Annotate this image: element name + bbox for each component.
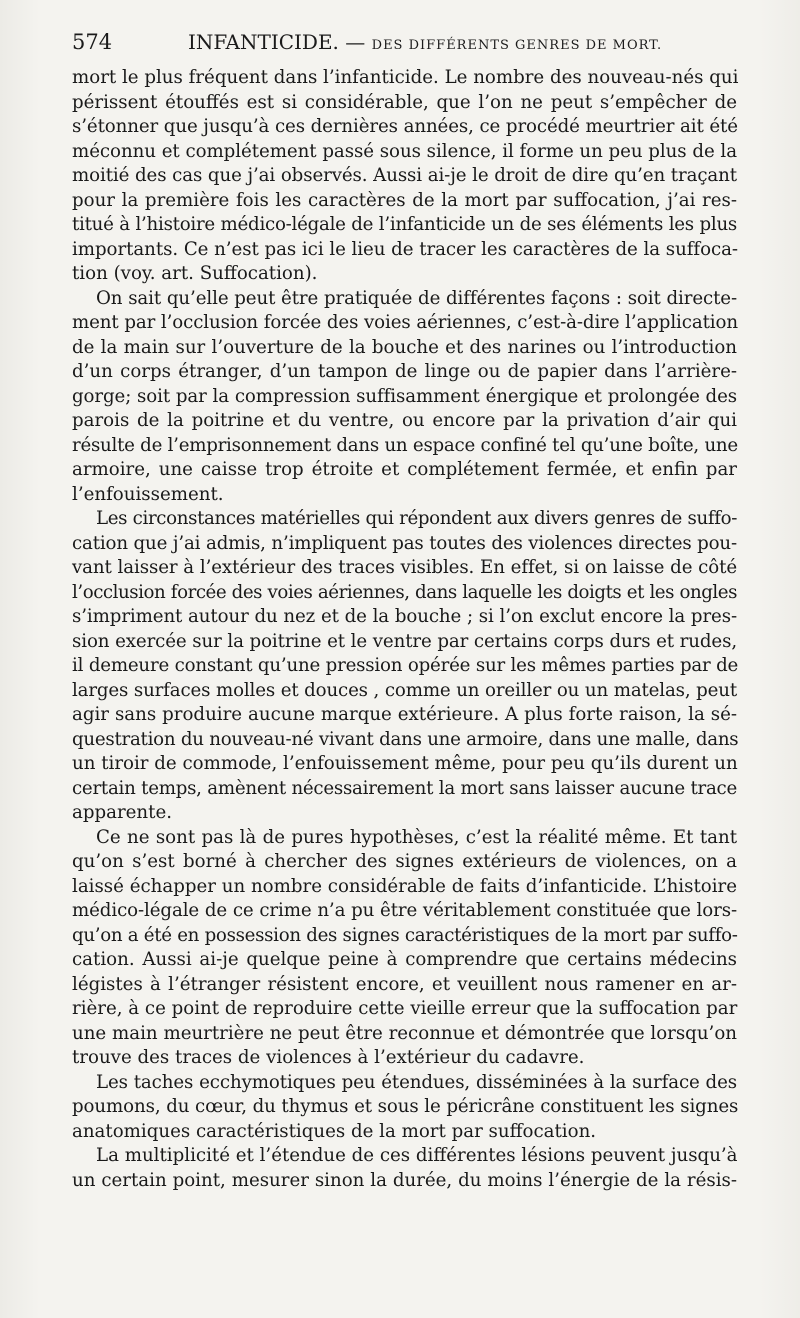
running-head-title: INFANTICIDE. <box>188 30 339 54</box>
text-line: médico-légale de ce crime n’a pu être véritablement constituée que lors- <box>72 900 737 921</box>
text-line: sion exercée sur la poitrine et le ventre par certains corps durs et rudes, <box>72 630 737 652</box>
text-line: anatomiques caractéristiques de la mort par suffocation. <box>72 1120 597 1142</box>
text-line: trouve des traces de violences à l’extérieur du cadavre. <box>72 1047 585 1068</box>
page-header <box>72 28 737 60</box>
text-line: cation que j’ai admis, n’impliquent pas toutes des violences directes pou- <box>72 532 737 554</box>
text-line: apparente. <box>72 802 172 823</box>
text-line: d’un corps étranger, d’un tampon de linge ou de papier dans l’arrière- <box>72 361 737 382</box>
body-text <box>72 66 737 1193</box>
text-line: l’enfouissement. <box>72 483 224 505</box>
text-line: l’occlusion forcée des voies aériennes, dans laquelle les doigts et les ongles <box>72 581 737 603</box>
text-line: laissé échapper un nombre considérable de faits d’infanticide. L’histoire <box>72 875 737 897</box>
text-line: agir sans produire aucune marque extérieure. A plus forte raison, la sé- <box>72 704 737 725</box>
running-head <box>188 30 662 54</box>
text-line: questration du nouveau-né vivant dans une armoire, dans une malle, dans <box>72 728 739 750</box>
text-line: périssent étouffés est si considérable, que l’on ne peut s’empêcher de <box>72 91 737 113</box>
text-line: de la main sur l’ouverture de la bouche et des narines ou l’introduction <box>72 336 737 358</box>
text-line: importants. Ce n’est pas ici le lieu de tracer les caractères de la suffoca- <box>72 238 739 260</box>
text-line: une main meurtrière ne peut être reconnue et démontrée que lorsqu’on <box>72 1022 737 1044</box>
text-line: il demeure constant qu’une pression opérée sur les mêmes parties par de <box>72 655 739 676</box>
text-line: s’étonner que jusqu’à ces dernières années, ce procédé meurtrier ait été <box>72 116 738 137</box>
text-line: un certain point, mesurer sinon la durée, du moins l’énergie de la résis- <box>72 1169 737 1191</box>
text-line: parois de la poitrine et du ventre, ou encore par la privation d’air qui <box>72 410 737 431</box>
text-line: ment par l’occlusion forcée des voies aériennes, c’est-à-dire l’application <box>72 312 738 333</box>
text-line: qu’on s’est borné à chercher des signes extérieurs de violences, on a <box>72 851 737 872</box>
text-line: gorge; soit par la compression suffisamment énergique et prolongée des <box>72 385 737 407</box>
text-line: moitié des cas que j’ai observés. Aussi ai-je le droit de dire qu’en traçant <box>72 165 737 186</box>
running-head-subtitle: DES DIFFÉRENTS GENRES DE MORT. <box>371 38 663 53</box>
text-line: poumons, du cœur, du thymus et sous le péricrâne constituent les signes <box>72 1096 739 1117</box>
text-line: s’impriment autour du nez et de la bouche ; si l’on exclut encore la pres- <box>72 606 737 627</box>
text-line: armoire, une caisse trop étroite et complétement fermée, et enfin par <box>72 459 737 480</box>
text-line: mort le plus fréquent dans l’infanticide. Le nombre des nouveau-nés qui <box>72 67 739 88</box>
text-line: cation. Aussi ai-je quelque peine à comprendre que certains médecins <box>72 949 737 970</box>
text-line: Ce ne sont pas là de pures hypothèses, c’est la réalité même. Et tant <box>96 826 737 848</box>
text-line: rière, à ce point de reproduire cette vieille erreur que la suffocation par <box>72 998 738 1019</box>
text-line: titué à l’histoire médico-légale de l’infanticide un de ses éléments les plus <box>72 214 737 235</box>
page-number: 574 <box>72 30 113 54</box>
text-line: Les circonstances matérielles qui répondent aux divers genres de suffo- <box>96 508 737 529</box>
text-line: légistes à l’étranger résistent encore, et veuillent nous ramener en ar- <box>72 973 737 995</box>
running-head-dash: — <box>345 30 366 54</box>
text-line: un tiroir de commode, l’enfouissement même, pour peu qu’ils durent un <box>72 753 738 774</box>
text-line: La multiplicité et l’étendue de ces différentes lésions peuvent jusqu’à <box>96 1145 738 1166</box>
text-line: pour la première fois les caractères de la mort par suffocation, j’ai res- <box>72 189 737 211</box>
text-line: Les taches ecchymotiques peu étendues, disséminées à la surface des <box>96 1071 737 1093</box>
text-line: qu’on a été en possession des signes caractéristiques de la mort par suffo- <box>72 924 738 946</box>
text-line: certain temps, amènent nécessairement la mort sans laisser aucune trace <box>72 777 737 799</box>
text-line: méconnu et complétement passé sous silence, il forme un peu plus de la <box>72 140 737 162</box>
text-line: On sait qu’elle peut être pratiquée de différentes façons : soit directe- <box>96 287 737 309</box>
text-line: larges surfaces molles et douces , comme un oreiller ou un matelas, peut <box>72 679 737 701</box>
text-line: vant laisser à l’extérieur des traces visibles. En effet, si on laisse de côté <box>72 557 737 578</box>
text-line: tion (voy. art. Suffocation). <box>72 263 318 284</box>
text-line: résulte de l’emprisonnement dans un espace confiné tel qu’une boîte, une <box>72 434 738 456</box>
